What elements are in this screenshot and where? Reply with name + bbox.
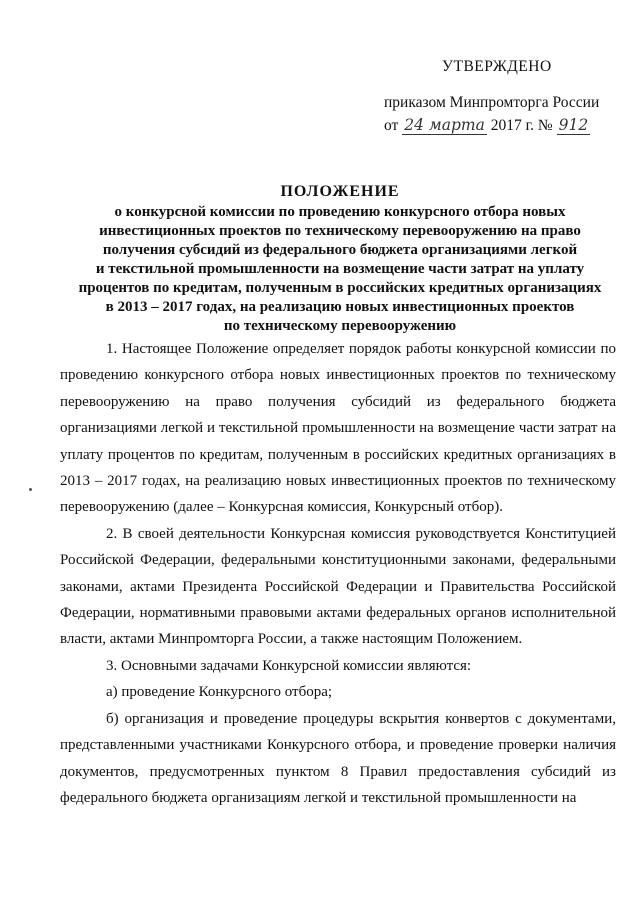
date-prefix: от — [384, 117, 399, 134]
approval-block — [384, 56, 614, 137]
title-line: и текстильной промышленности на возмещение части затрат на уплату — [95, 261, 585, 277]
paragraph: 3. Основными задачами Конкурсной комиссии являются: — [106, 657, 472, 674]
document-title — [50, 182, 630, 336]
title-line: процентов по кредитам, полученным в российских кредитных организациях — [78, 280, 602, 296]
title-line: о конкурсной комиссии по проведению конкурсного отбора новых — [114, 204, 566, 220]
handwritten-date: 24 марта — [404, 116, 485, 134]
year-text: 2017 г. № — [490, 117, 553, 134]
title-line: по техническому перевооружению — [223, 318, 457, 334]
paragraph: 2. В своей деятельности Конкурсная комиссия руководствуется Конституцией Российской Федерации, федеральными конституционными законами, федеральными законами, актами Президента Российской Федерации и Правительства Российской Федерации, нормативными правовыми актами федеральных органов исполнительной власти, актами Минпромторга России, а также настоящим Положением. — [60, 525, 616, 648]
date-line — [384, 114, 614, 137]
document-body — [60, 336, 616, 811]
scan-speck — [29, 488, 32, 491]
title-line: в 2013 – 2017 годах, на реализацию новых инвестиционных проектов — [105, 299, 575, 315]
paragraph: а) проведение Конкурсного отбора; — [106, 684, 333, 701]
title-line: инвестиционных проектов по техническому перевооружению на право — [99, 223, 581, 239]
handwritten-number: 912 — [558, 116, 589, 134]
title-main: ПОЛОЖЕНИЕ — [280, 183, 400, 200]
approved-stamp: УТВЕРЖДЕНО — [442, 58, 552, 75]
paragraph: б) организация и проведение процедуры вскрытия конвертов с документами, представленными участниками Конкурсного отбора, и проведение проверки наличия документов, предусмотренных пунктом 8 Правил предоставления субсидий из федерального бюджета организациям легкой и текстильной промышленности на — [60, 710, 616, 806]
paragraph: 1. Настоящее Положение определяет порядок работы конкурсной комиссии по проведению конкурсного отбора новых инвестиционных проектов по техническому перевооружению на право получения субсидий из федерального бюджета организациями легкой и текстильной промышленности на возмещение части затрат на уплату процентов по кредитам, полученным в российских кредитных организациях в 2013 – 2017 годах, на реализацию новых инвестиционных проектов по техническому перевооружению (далее – Конкурсная комиссия, Конкурсный отбор). — [60, 341, 616, 516]
title-line: получения субсидий из федерального бюджета организациями легкой — [102, 242, 578, 258]
order-line: приказом Минпромторга России — [384, 94, 600, 111]
